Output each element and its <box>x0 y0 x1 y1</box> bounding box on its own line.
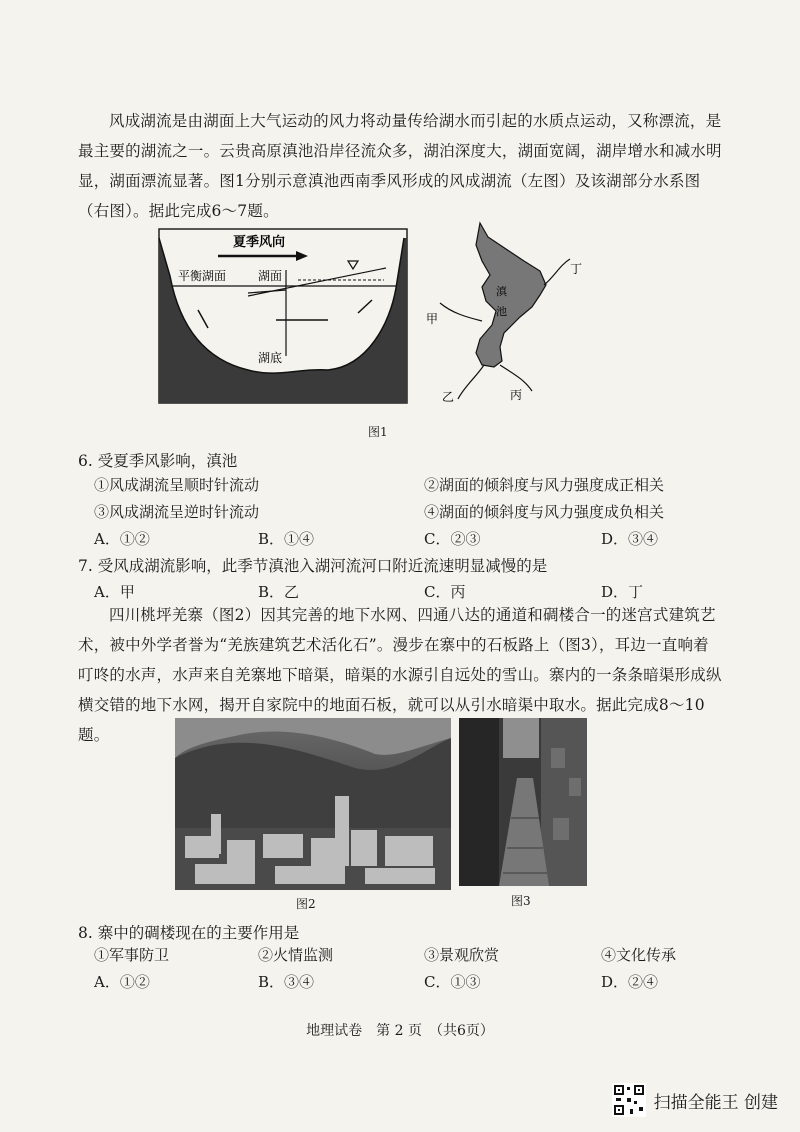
surface-label: 湖面 <box>258 269 283 283</box>
q7-stem: 7. 受风成湖流影响，此季节滇池入湖河流河口附近流速明显减慢的是 <box>78 557 548 575</box>
river-ding <box>544 259 570 285</box>
figure3-stone-path-photo <box>459 718 587 886</box>
q6-option-4: ④湖面的倾斜度与风力强度成负相关 <box>424 503 665 521</box>
river-yi <box>458 365 484 399</box>
qr-code-icon <box>612 1083 646 1117</box>
q6-choice-d: D．③④ <box>601 530 659 548</box>
label-bing: 丙 <box>510 388 523 402</box>
q8-choice-a: A．①② <box>94 973 150 991</box>
q8-option-1: ①军事防卫 <box>94 946 170 964</box>
q8-choice-c: C．①③ <box>424 973 481 991</box>
figure1-water-system-map <box>420 215 590 410</box>
wind-label: 夏季风向 <box>233 235 286 250</box>
q7-choice-c: C．丙 <box>424 583 466 601</box>
river-jia <box>440 303 482 321</box>
figure2-village-photo <box>175 718 451 890</box>
bottom-label: 湖底 <box>258 351 283 365</box>
q8-option-3: ③景观欣赏 <box>424 946 500 964</box>
label-ding: 丁 <box>570 262 583 276</box>
q6-choice-b: B．①④ <box>258 530 315 548</box>
scanner-watermark <box>612 1083 778 1117</box>
q7-choice-a: A．甲 <box>94 583 135 601</box>
q8-option-4: ④文化传承 <box>601 946 677 964</box>
q8-stem: 8. 寨中的碉楼现在的主要作用是 <box>78 924 300 942</box>
lake-dianchi <box>476 223 546 367</box>
figure1-caption: 图1 <box>368 425 388 439</box>
intro-paragraph-1: 风成湖流是由湖面上大气运动的风力将动量传给湖水而引起的水质点运动，又称漂流，是最主要的湖流之一。云贵高原滇池沿岸径流众多，湖泊深度大，湖面宽阔，湖岸增水和减水明显，湖面漂流显著。图1分别示意滇池西南季风形成的风成湖流（左图）及该湖部分水系图（右图）。据此完成6～7题。 <box>78 112 722 220</box>
figure1-cross-section <box>158 228 408 404</box>
label-yi: 乙 <box>442 390 455 404</box>
q6-choice-c: C．②③ <box>424 530 481 548</box>
balance-surface-label: 平衡湖面 <box>178 269 227 283</box>
q6-option-3: ③风成湖流呈逆时针流动 <box>94 503 260 521</box>
q6-option-2: ②湖面的倾斜度与风力强度成正相关 <box>424 476 665 494</box>
intro-paragraph-2: 四川桃坪羌寨（图2）因其完善的地下水网、四通八达的通道和碉楼合一的迷宫式建筑艺术，被中外学者誉为“羌族建筑艺术活化石”。漫步在寨中的石板路上（图3），耳边一直响着叮咚的水声，水声来自羌寨地下暗渠，暗渠的水源引自远处的雪山。寨内的一条条暗渠形成纵横交错的地下水网，揭开自家院中的地面石板，就可以从引水暗渠中取水。据此完成8～10题。 <box>78 606 722 744</box>
q8-option-2: ②火情监测 <box>258 946 334 964</box>
q8-choice-d: D．②④ <box>601 973 659 991</box>
figure2-caption: 图2 <box>296 897 316 911</box>
q6-choice-a: A．①② <box>94 530 150 548</box>
q6-stem: 6. 受夏季风影响，滇池 <box>78 452 238 470</box>
q6-option-1: ①风成湖流呈顺时针流动 <box>94 476 260 494</box>
q7-choice-d: D．丁 <box>601 583 644 601</box>
q8-choice-b: B．③④ <box>258 973 315 991</box>
lake-name-1: 滇 <box>496 285 507 298</box>
figure3-caption: 图3 <box>511 894 531 908</box>
watermark-text: 扫描全能王 创建 <box>653 1092 778 1113</box>
page-footer: 地理试卷 第 2 页 （共6页） <box>306 1023 494 1039</box>
lake-name-2: 池 <box>496 305 507 318</box>
q7-choice-b: B．乙 <box>258 583 300 601</box>
label-jia: 甲 <box>426 312 439 326</box>
